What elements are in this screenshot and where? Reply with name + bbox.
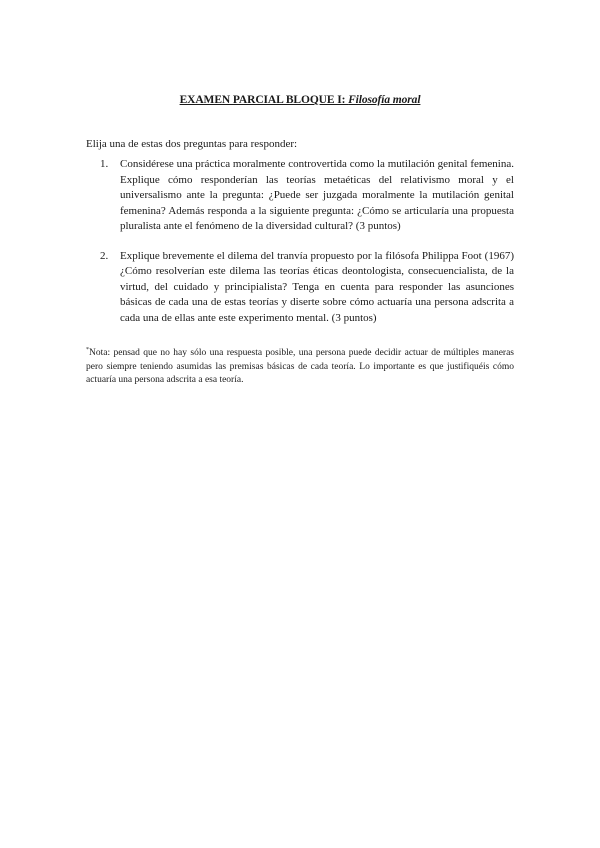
instructions-text: Elija una de estas dos preguntas para responder: <box>86 138 298 150</box>
footnote-marker: * <box>86 346 89 353</box>
question-number: 1. <box>100 158 109 170</box>
question-item-1 <box>100 157 514 235</box>
question-text: Considérese una práctica moralmente controvertida como la mutilación genital femenina. Explique cómo responderían las teorías metaéticas del relativismo moral y el universalismo ante la pregunta: ¿Puede ser juzgada moralmente la mutilación genital femenina? Además responda a la siguiente pregunta: ¿Cómo se articularía una propuesta pluralista ante el fenómeno de la diversidad cultural? (3 puntos) <box>120 158 514 232</box>
question-text: Explique brevemente el dilema del tranvía propuesto por la filósofa Philippa Foot (1967) ¿Cómo resolverían este dilema las teorías éticas deontologista, consecuencialista, de la virtud, del cuidado y principialista? Tenga en cuenta para responder las asunciones básicas de cada una de estas teorías y diserte sobre cómo actuaría una persona adscrita a cada una de ellas ante este experimento mental. (3 puntos) <box>120 249 514 324</box>
question-item-2 <box>100 249 514 327</box>
exam-title <box>0 94 600 106</box>
footnote <box>86 347 514 388</box>
question-list <box>100 157 514 340</box>
exam-title-subject: Filosofía moral <box>348 94 421 106</box>
question-number: 2. <box>100 249 109 262</box>
exam-title-main: EXAMEN PARCIAL BLOQUE I: <box>179 94 349 106</box>
footnote-text: Nota: pensad que no hay sólo una respuesta posible, una persona puede decidir actuar de múltiples maneras pero siempre teniendo asumidas las premisas básicas de cada teoría. Lo importante es que justifiquéis cómo actuaría una persona adscrita a esa teoría. <box>86 348 514 385</box>
